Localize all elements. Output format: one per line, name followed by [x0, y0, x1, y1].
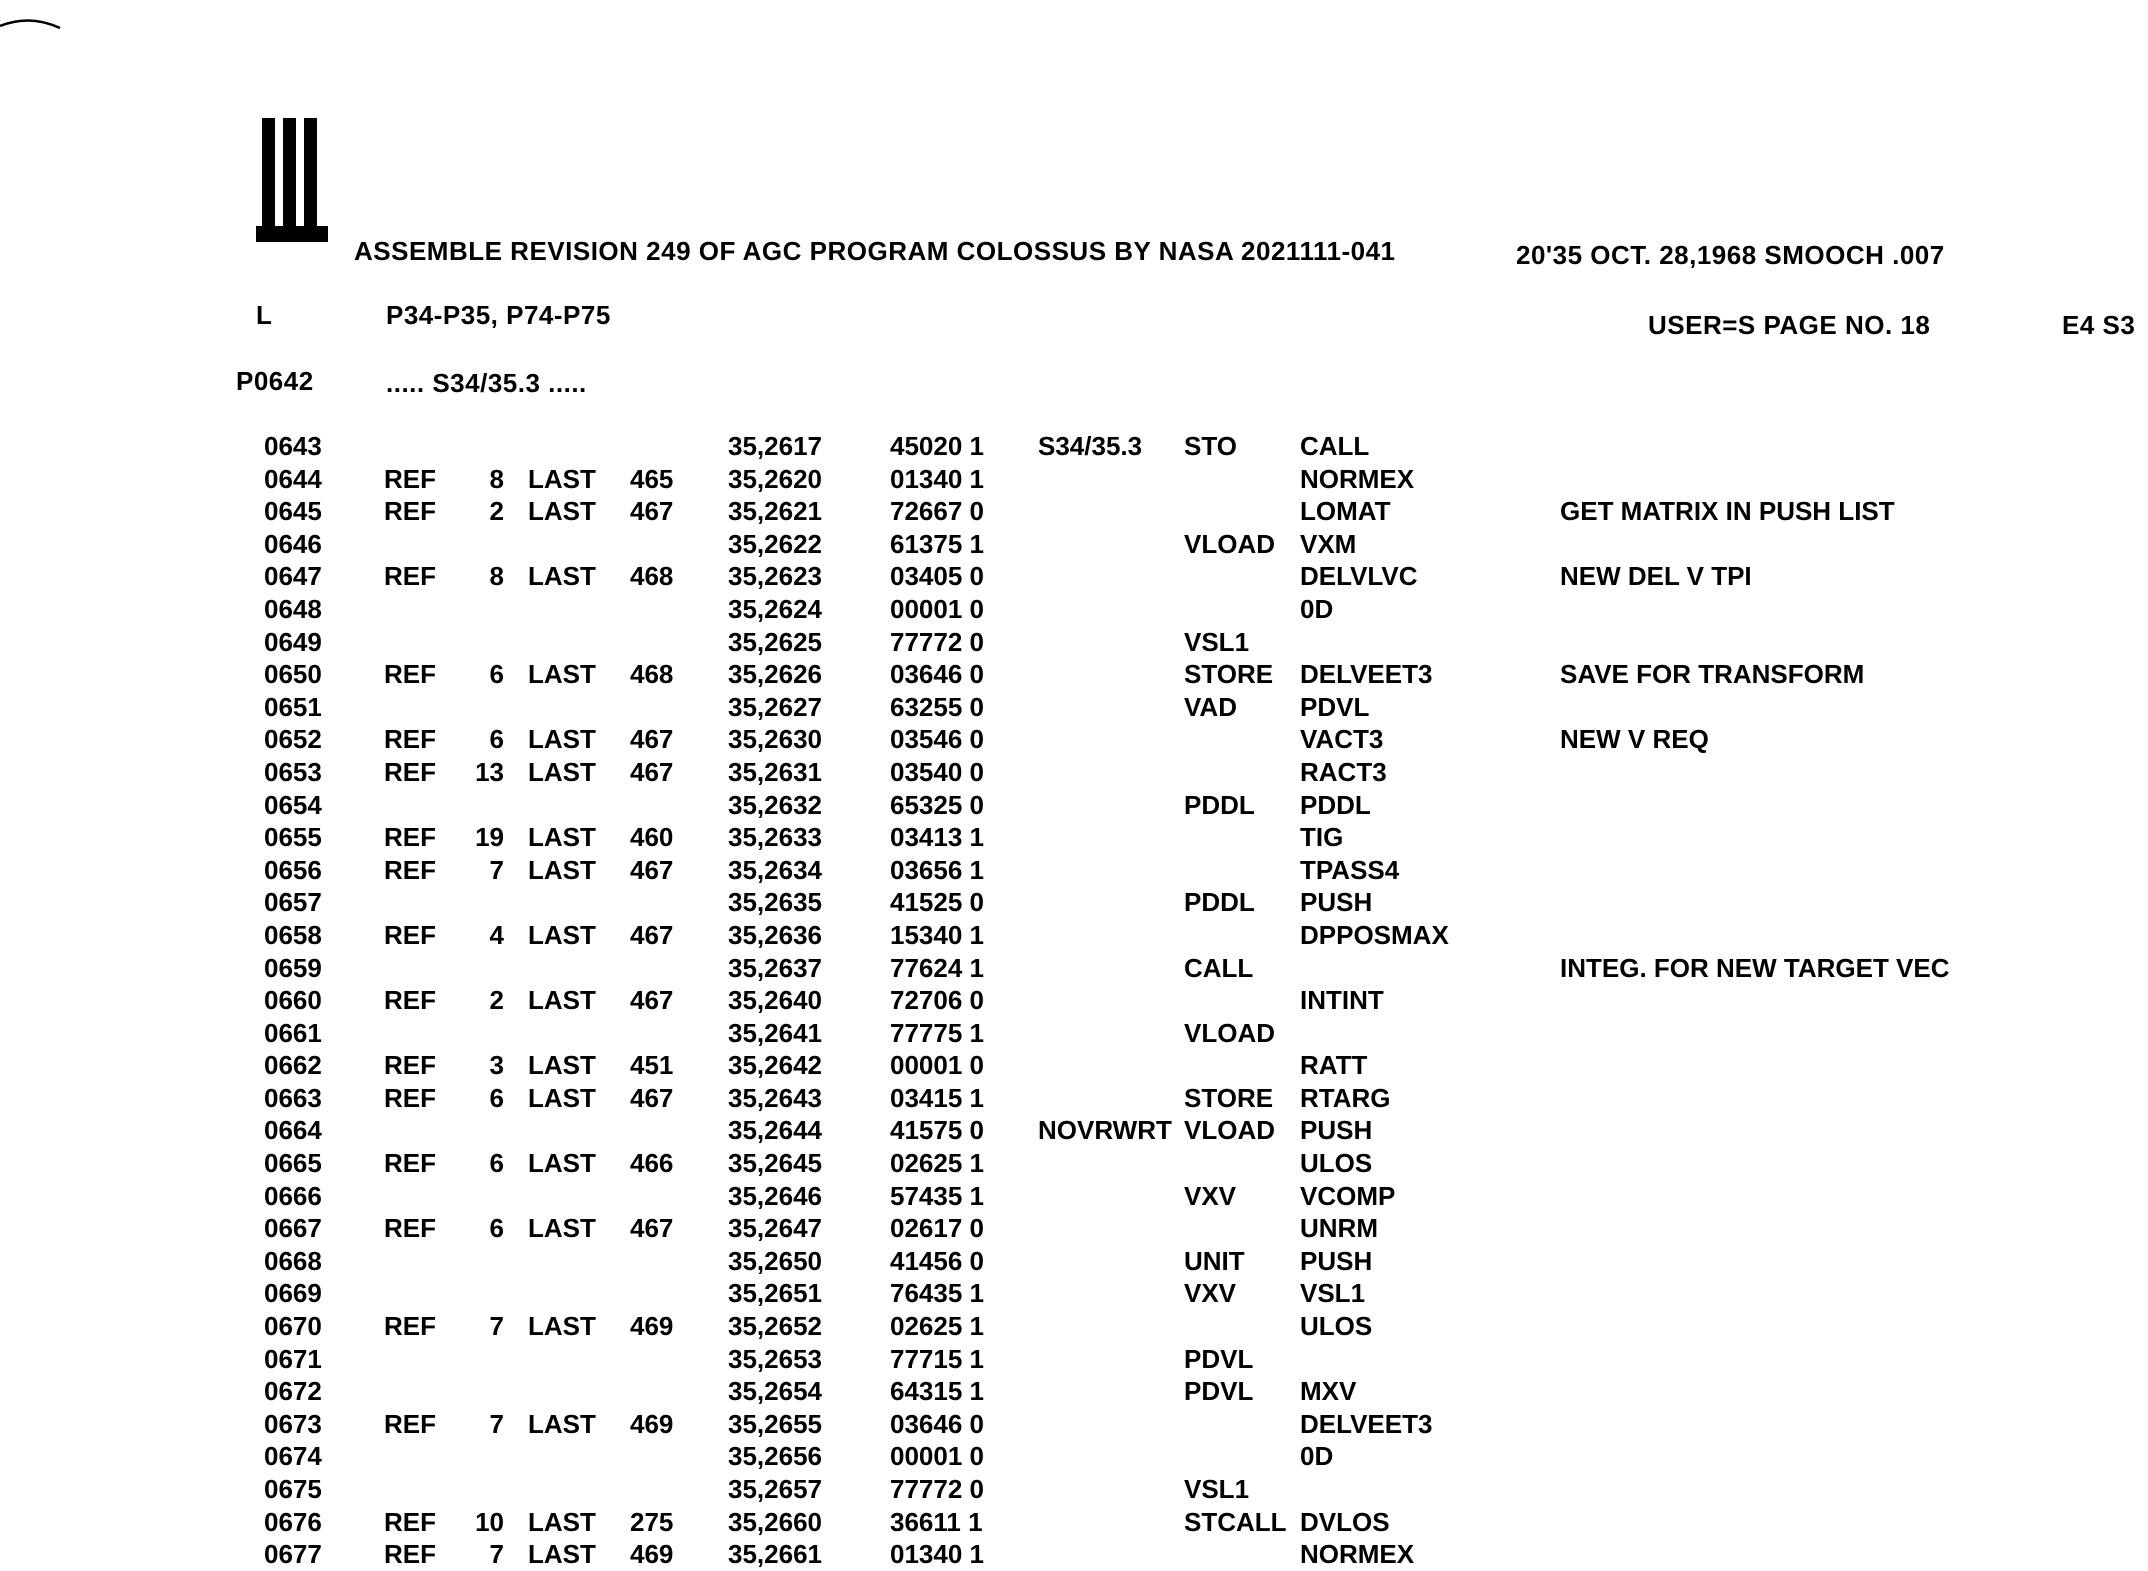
last-marker: LAST: [528, 919, 596, 950]
last-marker: LAST: [528, 822, 596, 853]
listing-row: [0, 756, 2148, 789]
ref-marker: REF: [384, 756, 436, 787]
opcode: CALL: [1184, 952, 1254, 983]
line-number: 0659: [264, 952, 322, 983]
listing-row: [0, 821, 2148, 854]
octal-code: 03413 1: [890, 822, 984, 853]
octal-code: 41525 0: [890, 887, 984, 918]
last-line: 467: [630, 1213, 674, 1244]
ref-count: 6: [489, 724, 504, 755]
listing-row: [0, 1017, 2148, 1050]
line-number: 0675: [264, 1474, 322, 1504]
line-number: 0661: [264, 1017, 322, 1048]
operand: DVLOS: [1300, 1506, 1390, 1537]
line-number: 0668: [264, 1245, 322, 1276]
line-number: 0657: [264, 887, 322, 918]
last-marker: LAST: [528, 1050, 596, 1081]
ref-count: 7: [489, 1408, 504, 1439]
last-line: 468: [630, 561, 674, 592]
line-number: 0646: [264, 528, 322, 559]
octal-code: 03405 0: [890, 561, 984, 592]
ref-marker: REF: [384, 1311, 436, 1342]
octal-code: 77715 1: [890, 1343, 984, 1374]
octal-code: 15340 1: [890, 919, 984, 950]
listing-row: [0, 789, 2148, 822]
listing-row: [0, 1147, 2148, 1180]
last-marker: LAST: [528, 1213, 596, 1244]
opcode: VLOAD: [1184, 528, 1275, 559]
ref-count: 10: [475, 1506, 504, 1537]
octal-code: 01340 1: [890, 463, 984, 494]
line-number: 0676: [264, 1506, 322, 1537]
ref-marker: REF: [384, 724, 436, 755]
last-marker: LAST: [528, 1311, 596, 1342]
opcode: PDDL: [1184, 789, 1255, 820]
ref-marker: REF: [384, 1082, 436, 1113]
listing-row: [0, 495, 2148, 528]
line-number: 0649: [264, 626, 322, 657]
listing-row: [0, 952, 2148, 985]
comment: NEW DEL V TPI: [1560, 561, 1752, 592]
operand: LOMAT: [1300, 496, 1391, 527]
listing-row: [0, 658, 2148, 691]
listing-row: [0, 723, 2148, 756]
ref-count: 8: [489, 463, 504, 494]
address: 35,2646: [728, 1180, 822, 1211]
line-number: 0644: [264, 463, 322, 494]
octal-code: 77624 1: [890, 952, 984, 983]
listing-row: [0, 1538, 2148, 1571]
last-marker: LAST: [528, 1539, 596, 1570]
address: 35,2632: [728, 789, 822, 820]
comment: NEW V REQ: [1560, 724, 1709, 755]
octal-code: 77775 1: [890, 1017, 984, 1048]
listing-row: [0, 560, 2148, 593]
opcode: STCALL: [1184, 1506, 1287, 1537]
address: 35,2617: [728, 431, 822, 461]
operand: 0D: [1300, 1441, 1334, 1472]
page-code: E4 S3: [2062, 310, 2136, 340]
symbol-label: S34/35.3: [1038, 431, 1143, 461]
listing-row: [0, 1114, 2148, 1147]
operand: TIG: [1300, 822, 1344, 853]
address: 35,2620: [728, 463, 822, 494]
address: 35,2633: [728, 822, 822, 853]
last-line: 460: [630, 822, 674, 853]
line-number: 0677: [264, 1539, 322, 1570]
last-line: 469: [630, 1539, 674, 1570]
ref-marker: REF: [384, 1408, 436, 1439]
opcode: VXV: [1184, 1278, 1237, 1309]
address: 35,2637: [728, 952, 822, 983]
octal-code: 77772 0: [890, 626, 984, 657]
opcode: VAD: [1184, 691, 1237, 722]
octal-code: 77772 0: [890, 1474, 984, 1504]
ref-marker: REF: [384, 985, 436, 1016]
operand: VACT3: [1300, 724, 1384, 755]
listing-row: [0, 1506, 2148, 1539]
octal-code: 00001 0: [890, 1050, 984, 1081]
octal-code: 00001 0: [890, 593, 984, 624]
line-number: 0643: [264, 431, 322, 461]
opcode: PDVL: [1184, 1343, 1254, 1374]
ref-marker: REF: [384, 1539, 436, 1570]
listing-row: [0, 1375, 2148, 1408]
opcode: STORE: [1184, 659, 1274, 690]
operand: DELVEET3: [1300, 659, 1433, 690]
ref-count: 7: [489, 1311, 504, 1342]
address: 35,2645: [728, 1148, 822, 1179]
last-line: 467: [630, 1082, 674, 1113]
listing-row: [0, 1049, 2148, 1082]
ref-count: 2: [489, 985, 504, 1016]
operand: 0D: [1300, 593, 1334, 624]
symbol-label: NOVRWRT: [1038, 1115, 1172, 1146]
last-line: 467: [630, 496, 674, 527]
line-number: 0673: [264, 1408, 322, 1439]
line-number: 0674: [264, 1441, 322, 1472]
operand: VSL1: [1300, 1278, 1366, 1309]
ref-count: 2: [489, 496, 504, 527]
ref-marker: REF: [384, 561, 436, 592]
listing-row: [0, 886, 2148, 919]
opcode: STORE: [1184, 1082, 1274, 1113]
octal-code: 45020 1: [890, 431, 984, 461]
address: 35,2622: [728, 528, 822, 559]
last-line: 467: [630, 756, 674, 787]
operand: NORMEX: [1300, 463, 1415, 494]
last-marker: LAST: [528, 985, 596, 1016]
address: 35,2641: [728, 1017, 822, 1048]
ref-marker: REF: [384, 1148, 436, 1179]
listing-row: [0, 1473, 2148, 1506]
ref-count: 13: [475, 756, 504, 787]
operand: TPASS4: [1300, 854, 1400, 885]
operand: RTARG: [1300, 1082, 1391, 1113]
listing-row: [0, 1082, 2148, 1115]
opcode: VLOAD: [1184, 1115, 1275, 1146]
operand: CALL: [1300, 431, 1370, 461]
octal-code: 01340 1: [890, 1539, 984, 1570]
opcode: UNIT: [1184, 1245, 1245, 1276]
ref-count: 19: [475, 822, 504, 853]
address: 35,2636: [728, 919, 822, 950]
last-marker: LAST: [528, 496, 596, 527]
address: 35,2623: [728, 561, 822, 592]
line-number: 0654: [264, 789, 322, 820]
opcode: STO: [1184, 431, 1237, 461]
address: 35,2653: [728, 1343, 822, 1374]
octal-code: 41456 0: [890, 1245, 984, 1276]
line-number: 0662: [264, 1050, 322, 1081]
ref-marker: REF: [384, 463, 436, 494]
listing-row: [0, 1212, 2148, 1245]
octal-code: 00001 0: [890, 1441, 984, 1472]
scan-mark-icon: [0, 12, 70, 32]
last-line: 467: [630, 724, 674, 755]
vertical-bars-logo-icon: [256, 118, 328, 246]
octal-code: 72667 0: [890, 496, 984, 527]
octal-code: 36611 1: [890, 1506, 983, 1537]
last-marker: LAST: [528, 1082, 596, 1113]
line-number: 0651: [264, 691, 322, 722]
comment: SAVE FOR TRANSFORM: [1560, 659, 1865, 690]
address: 35,2655: [728, 1408, 822, 1439]
listing-datestamp: 20'35 OCT. 28,1968 SMOOCH .007: [1516, 240, 1945, 270]
line-number: 0667: [264, 1213, 322, 1244]
operand: ULOS: [1300, 1148, 1373, 1179]
address: 35,2635: [728, 887, 822, 918]
last-line: 467: [630, 854, 674, 885]
octal-code: 64315 1: [890, 1376, 984, 1407]
last-line: 467: [630, 919, 674, 950]
listing-row: [0, 463, 2148, 496]
subtitle-prefix: L: [256, 300, 273, 330]
listing-row: [0, 430, 2148, 463]
listing-row: [0, 1277, 2148, 1310]
operand: PUSH: [1300, 887, 1373, 918]
operand: PDDL: [1300, 789, 1371, 820]
ref-marker: REF: [384, 659, 436, 690]
operand: DELVLVC: [1300, 561, 1418, 592]
address: 35,2651: [728, 1278, 822, 1309]
octal-code: 03546 0: [890, 724, 984, 755]
address: 35,2656: [728, 1441, 822, 1472]
octal-code: 02625 1: [890, 1311, 984, 1342]
line-number: 0653: [264, 756, 322, 787]
ref-marker: REF: [384, 854, 436, 885]
last-line: 466: [630, 1148, 674, 1179]
operand: VCOMP: [1300, 1180, 1396, 1211]
ref-marker: REF: [384, 1213, 436, 1244]
listing-row: [0, 626, 2148, 659]
comment: INTEG. FOR NEW TARGET VEC: [1560, 952, 1950, 983]
listing-row: [0, 1440, 2148, 1473]
address: 35,2644: [728, 1115, 822, 1146]
listing-row: [0, 1245, 2148, 1278]
ref-marker: REF: [384, 822, 436, 853]
last-marker: LAST: [528, 659, 596, 690]
address: 35,2631: [728, 756, 822, 787]
operand: DPPOSMAX: [1300, 919, 1449, 950]
operand: ULOS: [1300, 1311, 1373, 1342]
ref-count: 4: [489, 919, 504, 950]
address: 35,2627: [728, 691, 822, 722]
last-line: 469: [630, 1408, 674, 1439]
line-number: 0663: [264, 1082, 322, 1113]
code-listing: [0, 430, 2148, 1571]
operand: DELVEET3: [1300, 1408, 1433, 1439]
last-line: 469: [630, 1311, 674, 1342]
ref-count: 7: [489, 1539, 504, 1570]
ref-marker: REF: [384, 1506, 436, 1537]
address: 35,2643: [728, 1082, 822, 1113]
address: 35,2634: [728, 854, 822, 885]
operand: PUSH: [1300, 1115, 1373, 1146]
line-number: 0670: [264, 1311, 322, 1342]
ref-count: 8: [489, 561, 504, 592]
last-marker: LAST: [528, 561, 596, 592]
octal-code: 03646 0: [890, 1408, 984, 1439]
line-number: 0664: [264, 1115, 322, 1146]
line-number: 0660: [264, 985, 322, 1016]
address: 35,2642: [728, 1050, 822, 1081]
opcode: PDVL: [1184, 1376, 1254, 1407]
last-marker: LAST: [528, 1148, 596, 1179]
address: 35,2654: [728, 1376, 822, 1407]
listing-row: [0, 1408, 2148, 1441]
last-marker: LAST: [528, 1506, 596, 1537]
comment: GET MATRIX IN PUSH LIST: [1560, 496, 1895, 527]
line-number: 0666: [264, 1180, 322, 1211]
address: 35,2652: [728, 1311, 822, 1342]
octal-code: 03646 0: [890, 659, 984, 690]
octal-code: 03415 1: [890, 1082, 984, 1113]
operand: NORMEX: [1300, 1539, 1415, 1570]
line-number: 0656: [264, 854, 322, 885]
last-line: 451: [630, 1050, 674, 1081]
opcode: VSL1: [1184, 1474, 1250, 1504]
opcode: VLOAD: [1184, 1017, 1275, 1048]
ref-marker: REF: [384, 919, 436, 950]
listing-row: [0, 1180, 2148, 1213]
ref-count: 3: [489, 1050, 504, 1081]
ref-count: 6: [489, 659, 504, 690]
listing-row: [0, 1310, 2148, 1343]
last-marker: LAST: [528, 724, 596, 755]
ref-count: 6: [489, 1148, 504, 1179]
operand: MXV: [1300, 1376, 1357, 1407]
user-page-number: USER=S PAGE NO. 18: [1648, 310, 1931, 340]
address: 35,2640: [728, 985, 822, 1016]
line-number: 0652: [264, 724, 322, 755]
octal-code: 61375 1: [890, 528, 984, 559]
octal-code: 03540 0: [890, 756, 984, 787]
section-label: ..... S34/35.3 .....: [386, 368, 587, 398]
last-marker: LAST: [528, 854, 596, 885]
operand: PDVL: [1300, 691, 1370, 722]
opcode: VSL1: [1184, 626, 1250, 657]
operand: RATT: [1300, 1050, 1368, 1081]
listing-row: [0, 528, 2148, 561]
ref-count: 6: [489, 1213, 504, 1244]
listing-row: [0, 984, 2148, 1017]
ref-marker: REF: [384, 1050, 436, 1081]
listing-row: [0, 593, 2148, 626]
octal-code: 02625 1: [890, 1148, 984, 1179]
address: 35,2626: [728, 659, 822, 690]
opcode: VXV: [1184, 1180, 1237, 1211]
octal-code: 65325 0: [890, 789, 984, 820]
octal-code: 03656 1: [890, 854, 984, 885]
last-line: 275: [630, 1506, 674, 1537]
address: 35,2624: [728, 593, 822, 624]
address: 35,2630: [728, 724, 822, 755]
line-number: 0650: [264, 659, 322, 690]
address: 35,2660: [728, 1506, 822, 1537]
last-marker: LAST: [528, 1408, 596, 1439]
operand: VXM: [1300, 528, 1357, 559]
listing-row: [0, 854, 2148, 887]
operand: RACT3: [1300, 756, 1387, 787]
address: 35,2661: [728, 1539, 822, 1570]
operand: PUSH: [1300, 1245, 1373, 1276]
listing-title: ASSEMBLE REVISION 249 OF AGC PROGRAM COLOSSUS BY NASA 2021111-041: [354, 236, 1396, 266]
line-number: 0665: [264, 1148, 322, 1179]
address: 35,2657: [728, 1474, 822, 1504]
line-number: 0647: [264, 561, 322, 592]
octal-code: 02617 0: [890, 1213, 984, 1244]
section-id: P0642: [236, 366, 314, 396]
line-number: 0669: [264, 1278, 322, 1309]
last-marker: LAST: [528, 463, 596, 494]
line-number: 0655: [264, 822, 322, 853]
address: 35,2647: [728, 1213, 822, 1244]
line-number: 0658: [264, 919, 322, 950]
line-number: 0648: [264, 593, 322, 624]
last-line: 467: [630, 985, 674, 1016]
ref-count: 7: [489, 854, 504, 885]
ref-marker: REF: [384, 496, 436, 527]
line-number: 0645: [264, 496, 322, 527]
address: 35,2621: [728, 496, 822, 527]
last-line: 465: [630, 463, 674, 494]
octal-code: 72706 0: [890, 985, 984, 1016]
octal-code: 76435 1: [890, 1278, 984, 1309]
octal-code: 63255 0: [890, 691, 984, 722]
line-number: 0672: [264, 1376, 322, 1407]
listing-row: [0, 919, 2148, 952]
last-marker: LAST: [528, 756, 596, 787]
opcode: PDDL: [1184, 887, 1255, 918]
program-subtitle: P34-P35, P74-P75: [386, 300, 611, 330]
ref-count: 6: [489, 1082, 504, 1113]
octal-code: 41575 0: [890, 1115, 984, 1146]
listing-row: [0, 691, 2148, 724]
address: 35,2625: [728, 626, 822, 657]
last-line: 468: [630, 659, 674, 690]
operand: UNRM: [1300, 1213, 1378, 1244]
operand: INTINT: [1300, 985, 1384, 1016]
listing-row: [0, 1343, 2148, 1376]
address: 35,2650: [728, 1245, 822, 1276]
octal-code: 57435 1: [890, 1180, 984, 1211]
line-number: 0671: [264, 1343, 322, 1374]
